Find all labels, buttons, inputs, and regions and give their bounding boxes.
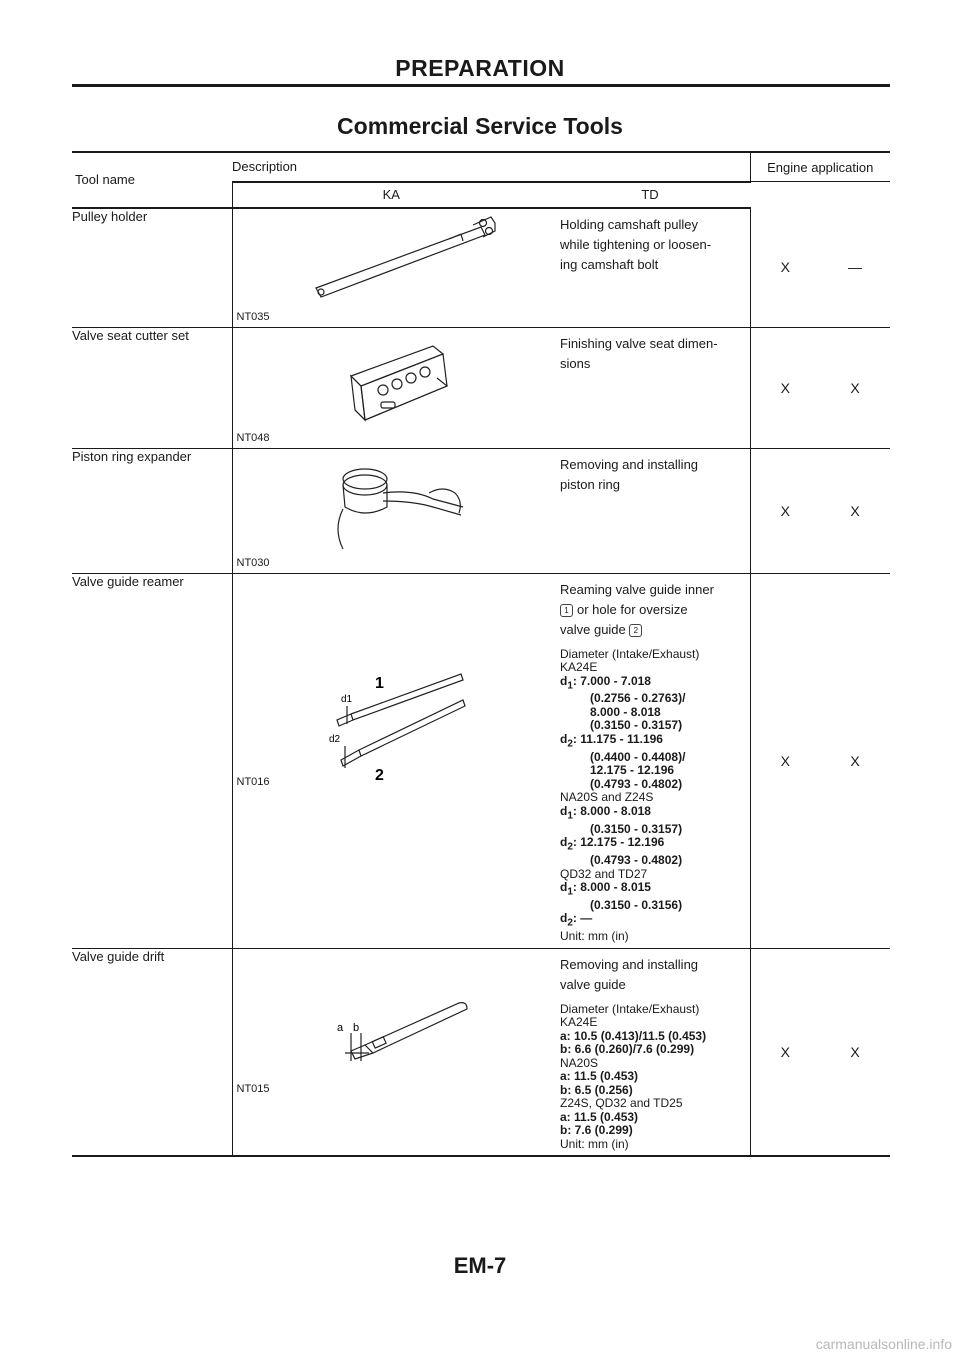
- description-line: Holding camshaft pulley: [560, 216, 699, 232]
- spec-engine: NA20S and Z24S: [560, 790, 654, 805]
- fig-label-2: 2: [374, 766, 384, 784]
- fig-label-d1: d1: [340, 693, 352, 705]
- spec-engine: KA24E: [560, 660, 598, 674]
- application-ka: X: [750, 208, 820, 328]
- spec-d1: $d_1$: 7.000 - 7.018: [560, 673, 651, 691]
- figure-code: NT030: [236, 556, 270, 569]
- watermark: carmanualsonline.info: [815, 1336, 952, 1352]
- tool-description: [550, 208, 750, 328]
- tool-description: [550, 327, 750, 448]
- page-number: EM-7: [453, 1253, 507, 1278]
- description-line: while tightening or loosen-: [560, 236, 712, 252]
- piston-ring-expander-icon: [233, 449, 551, 573]
- spec-block: Diameter (Intake/Exhaust) KA24E $d_1$: 7.000 - 7.018 (0.2756 - 0.2763)/ 8.000 - 8.018 (0.3150 - 0.3157) $d_2$: 11.175 - 11.196 (0.4400 - 0.4408)/ 12.175 - 12.196 (0.4793 - 0.4802) NA20S and Z24S $d_1$: 8.000 - 8.018 (0.3150 - 0.3157) $d_2$: 12.175 - 12.196 (0.4793 - 0.4802) QD32 and TD27 $d_1$: 8.000 - 8.015 (0.3150 - 0.3156) $d_2$: — Unit: mm (in): [550, 648, 750, 948]
- description-line: Finishing valve seat dimen-: [560, 335, 718, 351]
- description-line: ing camshaft bolt: [560, 256, 659, 272]
- application-td: X: [820, 448, 890, 573]
- spec-d2: $d_2$: 12.175 - 12.196: [560, 835, 665, 853]
- tool-figure-cell: [232, 327, 550, 448]
- tool-description: [550, 948, 750, 1156]
- spec-heading: Diameter (Intake/Exhaust): [560, 1001, 700, 1016]
- application-ka: X: [750, 327, 820, 448]
- spec-engine: QD32 and TD27: [560, 866, 648, 881]
- description-line: 1 or hole for oversize: [560, 600, 750, 620]
- spec-d2: $d_2$: 11.175 - 11.196: [560, 731, 663, 750]
- fig-label-b: b: [352, 1021, 359, 1034]
- description-line: Removing and installing: [560, 956, 699, 972]
- header-description: Description: [232, 152, 750, 182]
- cutter-set-case-icon: [233, 328, 551, 448]
- tool-figure-cell: [232, 573, 550, 948]
- table-row: [72, 948, 890, 1156]
- spec-d2: $d_2$: —: [560, 911, 593, 929]
- section-heading: PREPARATION: [395, 55, 565, 81]
- valve-guide-drift-icon: [233, 949, 551, 1145]
- description-line: piston ring: [560, 476, 620, 492]
- header-engine-application: Engine application: [750, 152, 890, 182]
- spec-heading: Diameter (Intake/Exhaust): [560, 646, 700, 661]
- pulley-holder-icon: [233, 209, 551, 327]
- tool-name: Valve guide drift: [72, 948, 232, 1156]
- tool-description: [550, 448, 750, 573]
- application-ka: X: [750, 448, 820, 573]
- application-ka: X: [750, 948, 820, 1156]
- tool-figure-cell: [232, 208, 550, 328]
- header-tool-name: Tool name: [72, 152, 232, 208]
- table-row: [72, 327, 890, 448]
- tool-name: Piston ring expander: [72, 448, 232, 573]
- table-row: [72, 573, 890, 948]
- description-line: valve guide 2: [560, 620, 750, 640]
- application-td: X: [820, 573, 890, 948]
- spec-unit: Unit: mm (in): [560, 929, 629, 944]
- application-ka: X: [750, 573, 820, 948]
- spec-block: Diameter (Intake/Exhaust) KA24E a: 10.5 (0.413)/11.5 (0.453) b: 6.6 (0.260)/7.6 (0.299) NA20S a: 11.5 (0.453) b: 6.5 (0.256) Z24S, QD32 and TD25 a: 11.5 (0.453) b: 7.6 (0.299) Unit: mm (in): [550, 1003, 750, 1156]
- application-td: —: [820, 208, 890, 328]
- figure-code: NT015: [236, 1082, 270, 1095]
- description-line: Reaming valve guide inner: [560, 581, 714, 597]
- table-row: [72, 208, 890, 328]
- tool-figure-cell: [232, 948, 550, 1156]
- description-line: Removing and installing: [560, 456, 699, 472]
- tool-name: Pulley holder: [72, 208, 232, 328]
- valve-guide-reamer-icon: [233, 574, 551, 902]
- section-divider: [72, 84, 890, 87]
- description-line: sions: [560, 355, 591, 371]
- table-row: [72, 448, 890, 573]
- marker-1: 1: [560, 604, 573, 617]
- figure-code: NT048: [236, 431, 270, 444]
- spec-d1: $d_1$: 8.000 - 8.018: [560, 803, 651, 822]
- tool-name: Valve seat cutter set: [72, 327, 232, 448]
- application-td: X: [820, 327, 890, 448]
- table-header-row: [72, 152, 890, 182]
- header-ka: KA: [232, 182, 550, 208]
- page-title: Commercial Service Tools: [337, 113, 623, 139]
- header-td: TD: [550, 182, 750, 208]
- description-line: valve guide: [560, 976, 626, 992]
- fig-label-1: 1: [374, 674, 384, 692]
- tool-name: Valve guide reamer: [72, 573, 232, 948]
- figure-code: NT016: [236, 775, 270, 788]
- spec-d1: $d_1$: 8.000 - 8.015: [560, 880, 651, 898]
- spec-unit: Unit: mm (in): [560, 1136, 629, 1151]
- figure-code: NT035: [236, 310, 270, 323]
- marker-2: 2: [629, 624, 642, 637]
- application-td: X: [820, 948, 890, 1156]
- fig-label-d2: d2: [328, 733, 340, 745]
- tools-table: [72, 151, 890, 1157]
- tool-description: [550, 573, 750, 948]
- tool-figure-cell: [232, 448, 550, 573]
- fig-label-a: a: [336, 1021, 343, 1034]
